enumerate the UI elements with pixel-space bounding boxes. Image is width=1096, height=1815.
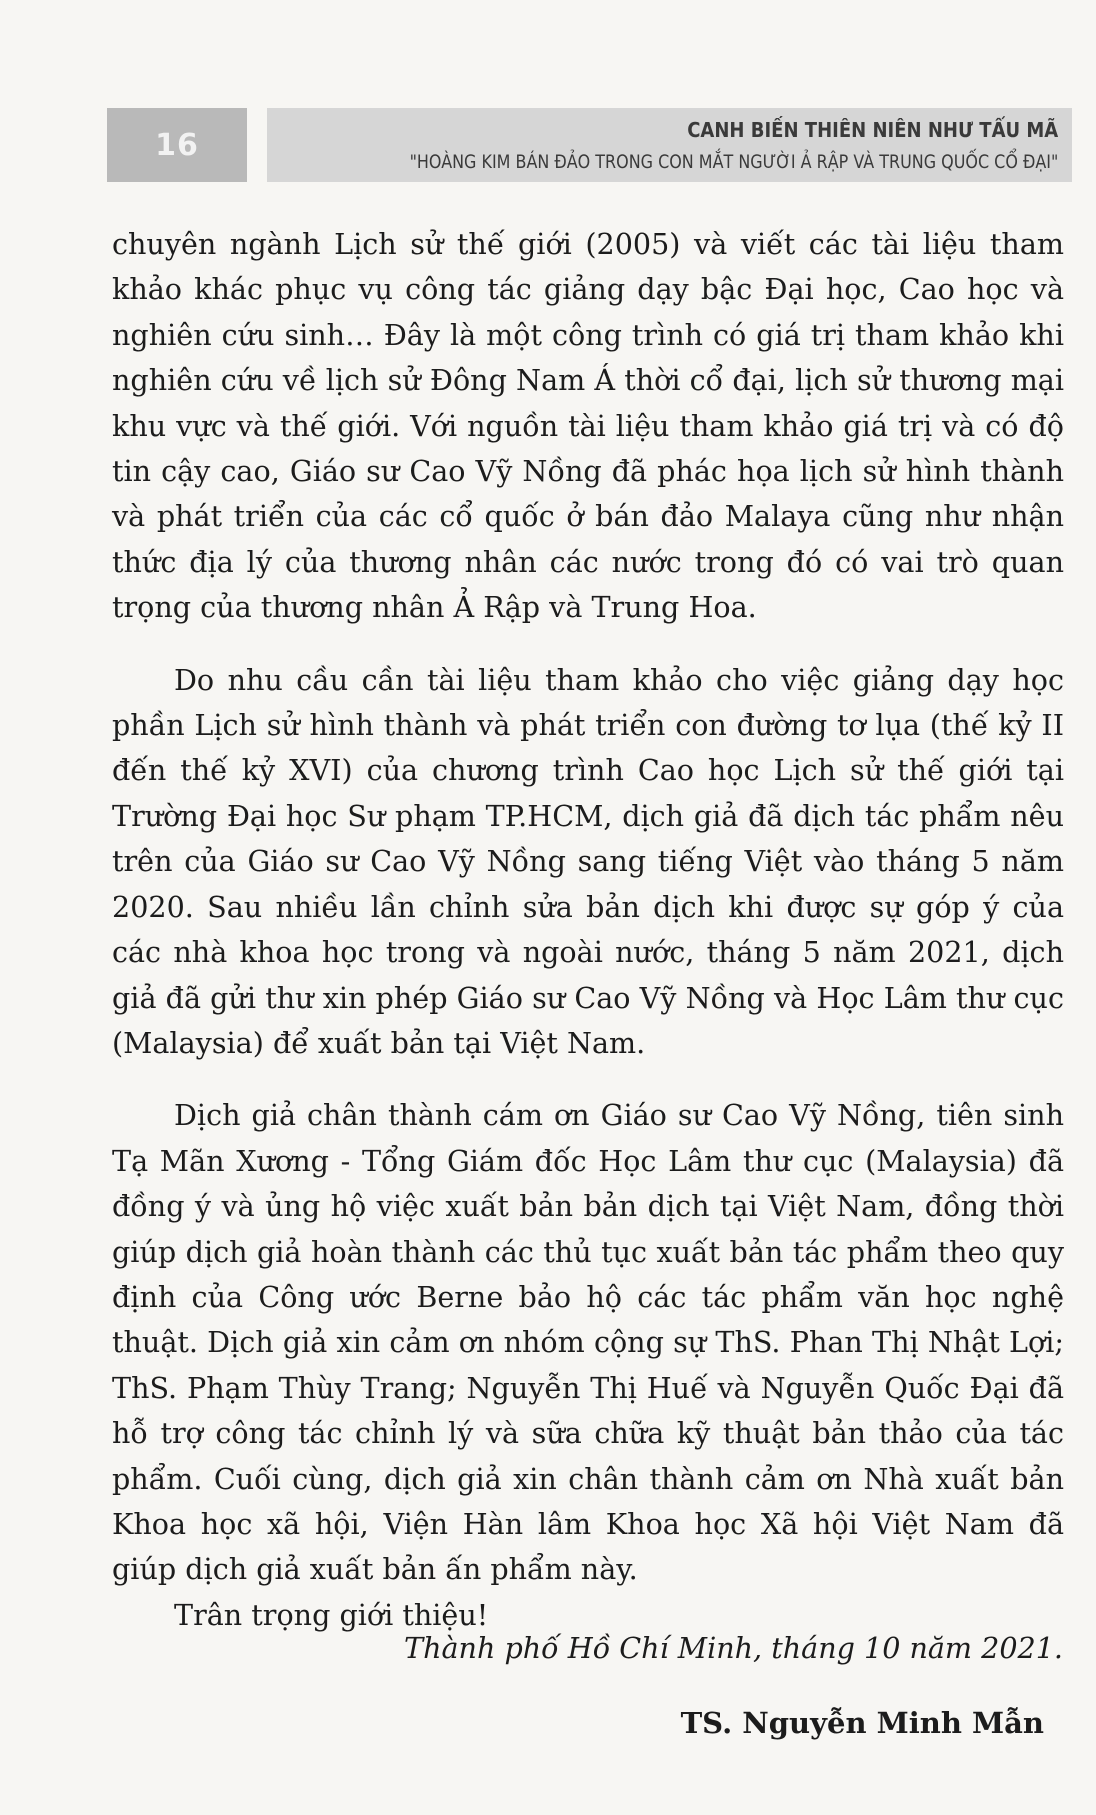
closing-line: Trân trọng giới thiệu! xyxy=(174,1597,489,1632)
page-number-box xyxy=(107,108,247,182)
body-text xyxy=(112,222,1064,1638)
author-signature: TS. Nguyễn Minh Mẫn xyxy=(680,1706,1044,1740)
paragraph-2: Do nhu cầu cần tài liệu tham khảo cho việc giảng dạy học phần Lịch sử hình thành và phát triển con đường tơ lụa (thế kỷ II đến thế kỷ XVI) của chương trình Cao học Lịch sử thế giới tại Trường Đại học Sư phạm TP.HCM, dịch giả đã dịch tác phẩm nêu trên của Giáo sư Cao Vỹ Nồng sang tiếng Việt vào tháng 5 năm 2020. Sau nhiều lần chỉnh sửa bản dịch khi được sự góp ý của các nhà khoa học trong và ngoài nước, tháng 5 năm 2021, dịch giả đã gửi thư xin phép Giáo sư Cao Vỹ Nồng và Học Lâm thư cục (Malaysia) để xuất bản tại Việt Nam. xyxy=(112,662,1064,1060)
paragraph-3: Dịch giả chân thành cám ơn Giáo sư Cao Vỹ Nồng, tiên sinh Tạ Mãn Xương - Tổng Giám đốc Học Lâm thư cục (Malaysia) đã đồng ý và ủng hộ việc xuất bản bản dịch tại Việt Nam, đồng thời giúp dịch giả hoàn thành các thủ tục xuất bản tác phẩm theo quy định của Công ước Berne bảo hộ các tác phẩm văn học nghệ thuật. Dịch giả xin cảm ơn nhóm cộng sự ThS. Phan Thị Nhật Lợi; ThS. Phạm Thùy Trang; Nguyễn Thị Huế và Nguyễn Quốc Đại đã hỗ trợ công tác chỉnh lý và sữa chữa kỹ thuật bản thảo của tác phẩm. Cuối cùng, dịch giả xin chân thành cảm ơn Nhà xuất bản Khoa học xã hội, Viện Hàn lâm Khoa học Xã hội Việt Nam đã giúp dịch giả xuất bản ấn phẩm này. xyxy=(112,1098,1064,1587)
paragraph-1: chuyên ngành Lịch sử thế giới (2005) và viết các tài liệu tham khảo khác phục vụ công tác giảng dạy bậc Đại học, Cao học và nghiên cứu sinh… Đây là một công trình có giá trị tham khảo khi nghiên cứu về lịch sử Đông Nam Á thời cổ đại, lịch sử thương mại khu vực và thế giới. Với nguồn tài liệu tham khảo giá trị và có độ tin cậy cao, Giáo sư Cao Vỹ Nồng đã phác họa lịch sử hình thành và phát triển của các cổ quốc ở bán đảo Malaya cũng như nhận thức địa lý của thương nhân các nước trong đó có vai trò quan trọng của thương nhân Ả Rập và Trung Hoa. xyxy=(112,227,1064,625)
page-number: 16 xyxy=(155,127,199,163)
running-header xyxy=(107,108,1072,182)
book-title-band xyxy=(267,108,1072,182)
book-title: CANH BIẾN THIÊN NIÊN NHƯ TẨU MÃ xyxy=(686,118,1058,142)
place-and-date: Thành phố Hồ Chí Minh, tháng 10 năm 2021. xyxy=(404,1631,1063,1665)
book-subtitle: "HOÀNG KIM BÁN ĐẢO TRONG CON MẮT NGƯỜI Ả RẬP VÀ TRUNG QUỐC CỔ ĐẠI" xyxy=(409,151,1058,173)
